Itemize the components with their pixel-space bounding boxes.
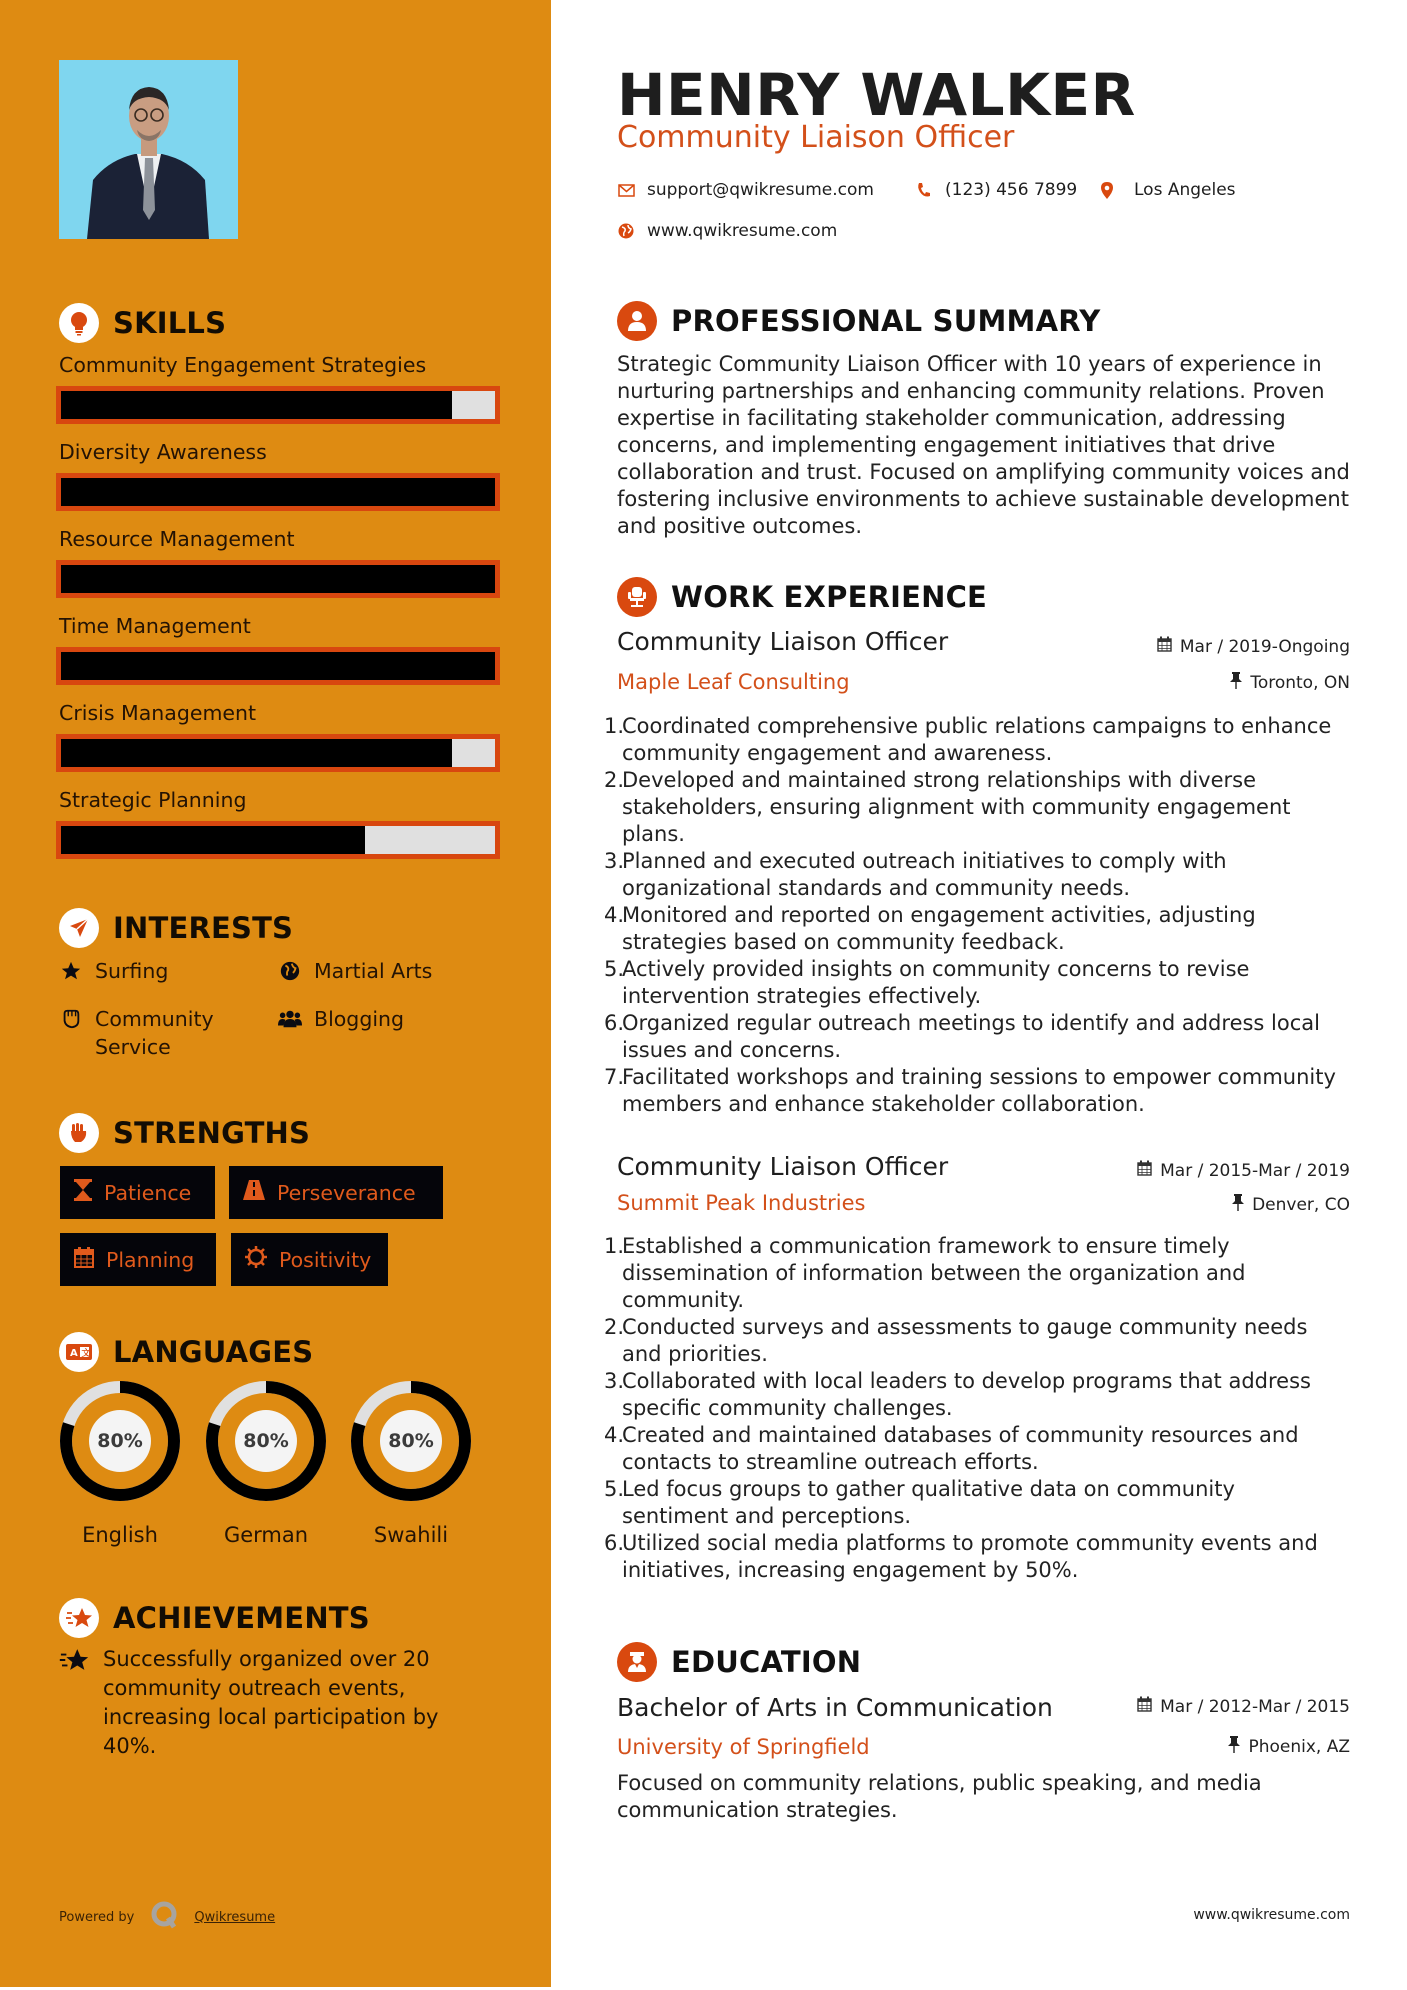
education-heading: EDUCATION bbox=[617, 1642, 861, 1682]
users-icon bbox=[278, 1005, 302, 1033]
skill-fill bbox=[61, 652, 495, 680]
summary-heading: PROFESSIONAL SUMMARY bbox=[617, 301, 1100, 341]
graduate-icon bbox=[617, 1642, 657, 1682]
job-dates: Mar / 2015-Mar / 2019 bbox=[1137, 1160, 1350, 1181]
skill-bar bbox=[56, 386, 500, 424]
star-icon bbox=[59, 957, 83, 985]
contact-email bbox=[617, 180, 874, 200]
qwikresume-logo-icon bbox=[150, 1900, 178, 1934]
bullet-item: 5. Led focus groups to gather qualitative data on community sentiment and perceptions. bbox=[604, 1477, 1235, 1528]
job-title: Community Liaison Officer bbox=[617, 627, 949, 656]
language-english: 80% English bbox=[58, 1379, 182, 1547]
strength-tag: Perseverance bbox=[229, 1166, 443, 1219]
bullet-item: 5. Actively provided insights on community concerns to revise intervention strategies effectively. bbox=[604, 957, 1250, 1008]
skill-label: Community Engagement Strategies bbox=[59, 353, 427, 377]
job-title: Community Liaison Officer bbox=[617, 1152, 949, 1181]
company-name: Maple Leaf Consulting bbox=[617, 670, 850, 694]
calendar-icon bbox=[1157, 636, 1172, 657]
pushpin-icon bbox=[1232, 1194, 1244, 1216]
hourglass-icon bbox=[74, 1179, 92, 1206]
progress-ring: 80% bbox=[204, 1379, 328, 1503]
education-location: Phoenix, AZ bbox=[1228, 1736, 1350, 1758]
paper-plane-icon bbox=[59, 908, 99, 948]
pushpin-icon bbox=[1228, 1736, 1240, 1758]
language-icon bbox=[59, 1332, 99, 1372]
shooting-star-icon bbox=[59, 1598, 99, 1638]
job-dates: Mar / 2019-Ongoing bbox=[1157, 636, 1350, 657]
bullet-item: 3. Planned and executed outreach initiatives to comply with organizational standards and community needs. bbox=[604, 849, 1227, 900]
pushpin-icon bbox=[1230, 672, 1242, 694]
interest-item: Community Service bbox=[59, 1005, 259, 1061]
raised-fist-icon bbox=[59, 1113, 99, 1153]
bullet-item: 1. Coordinated comprehensive public relations campaigns to enhance community engagement and awareness. bbox=[604, 714, 1332, 765]
experience-heading: WORK EXPERIENCE bbox=[617, 577, 987, 617]
skill-fill bbox=[61, 826, 365, 854]
strength-tag: Positivity bbox=[231, 1233, 388, 1286]
strength-tag: Patience bbox=[60, 1166, 215, 1219]
user-icon bbox=[617, 301, 657, 341]
job-location: Denver, CO bbox=[1232, 1194, 1350, 1216]
strength-tag: Planning bbox=[60, 1233, 216, 1286]
language-german: 80% German bbox=[204, 1379, 328, 1547]
svg-text:文: 文 bbox=[81, 1349, 91, 1359]
globe-icon bbox=[278, 957, 302, 985]
calendar-icon bbox=[74, 1246, 94, 1273]
skill-fill bbox=[61, 739, 452, 767]
phone-icon bbox=[915, 182, 933, 198]
phone-link[interactable]: (123) 456 7899 bbox=[945, 180, 1078, 200]
progress-ring: 80% bbox=[349, 1379, 473, 1503]
qwikresume-link[interactable]: Qwikresume bbox=[194, 1909, 276, 1925]
fist-icon bbox=[59, 1005, 83, 1033]
sidebar bbox=[0, 0, 551, 1987]
job-location: Toronto, ON bbox=[1230, 672, 1350, 694]
interest-item: Martial Arts bbox=[278, 957, 498, 985]
office-chair-icon bbox=[617, 577, 657, 617]
interest-item: Surfing bbox=[59, 957, 259, 985]
location-text: Los Angeles bbox=[1134, 180, 1236, 200]
job-bullets bbox=[604, 713, 1344, 1118]
languages-heading: A 文 LANGUAGES bbox=[59, 1332, 313, 1372]
skill-bar bbox=[56, 734, 500, 772]
globe-icon bbox=[617, 223, 635, 239]
calendar-icon bbox=[1137, 1160, 1152, 1181]
contact-phone bbox=[915, 180, 1077, 200]
lightbulb-icon bbox=[59, 303, 99, 343]
bullet-item: 1. Established a communication framework to ensure timely dissemination of information between the organization and community. bbox=[604, 1234, 1246, 1312]
candidate-title: Community Liaison Officer bbox=[617, 120, 1015, 155]
interests-heading: INTERESTS bbox=[59, 908, 293, 948]
footer-website[interactable]: www.qwikresume.com bbox=[1193, 1907, 1350, 1923]
bullet-item: 4. Monitored and reported on engagement activities, adjusting strategies based on community feedback. bbox=[604, 903, 1256, 954]
powered-by: Powered by Qwikresume bbox=[59, 1900, 275, 1934]
strengths-heading: STRENGTHS bbox=[59, 1113, 310, 1153]
bullet-item: 6. Organized regular outreach meetings to identify and address local issues and concerns. bbox=[604, 1011, 1320, 1062]
contact-website bbox=[617, 221, 837, 241]
skill-fill bbox=[61, 565, 495, 593]
school-name: University of Springfield bbox=[617, 1735, 870, 1759]
bullet-item: 2. Developed and maintained strong relationships with diverse stakeholders, ensuring alignment with community engagement plans. bbox=[604, 768, 1291, 846]
skill-bar bbox=[56, 560, 500, 598]
candidate-name: HENRY WALKER bbox=[617, 61, 1136, 129]
sun-icon bbox=[245, 1246, 267, 1273]
bullet-item: 7. Facilitated workshops and training sessions to empower community members and enhance stakeholder collaboration. bbox=[604, 1065, 1336, 1116]
bullet-item: 4. Created and maintained databases of community resources and contacts to streamline outreach efforts. bbox=[604, 1423, 1299, 1474]
skills-heading: SKILLS bbox=[59, 303, 226, 343]
shooting-star-icon bbox=[59, 1645, 89, 1761]
bullet-item: 3. Collaborated with local leaders to develop programs that address specific community challenges. bbox=[604, 1369, 1311, 1420]
skill-fill bbox=[61, 391, 452, 419]
envelope-icon bbox=[617, 184, 635, 197]
skill-bar bbox=[56, 473, 500, 511]
company-name: Summit Peak Industries bbox=[617, 1191, 866, 1215]
svg-text:A: A bbox=[70, 1348, 78, 1359]
degree-title: Bachelor of Arts in Communication bbox=[617, 1693, 1053, 1722]
main-content bbox=[551, 0, 1407, 1990]
interest-item: Blogging bbox=[278, 1005, 498, 1033]
achievements-heading: ACHIEVEMENTS bbox=[59, 1598, 370, 1638]
profile-photo bbox=[59, 60, 238, 239]
website-link[interactable]: www.qwikresume.com bbox=[647, 221, 838, 241]
education-description: Focused on community relations, public speaking, and media communication strategies. bbox=[617, 1771, 1262, 1822]
summary-text: Strategic Community Liaison Officer with 10 years of experience in nurturing partnerships and enhancing community relations. Proven expertise in facilitating stakeholder communication, addressing concerns, and implementing engagement initiatives that drive collaboration and trust. Focused on amplifying community voices and fostering inclusive environments to achieve sustainable development and positive outcomes. bbox=[617, 352, 1350, 538]
email-link[interactable]: support@qwikresume.com bbox=[647, 180, 874, 200]
skill-label: Crisis Management bbox=[59, 701, 257, 725]
skill-label: Strategic Planning bbox=[59, 788, 247, 812]
skill-fill bbox=[61, 478, 495, 506]
job-bullets bbox=[604, 1233, 1344, 1584]
person-photo-icon bbox=[59, 60, 238, 239]
language-swahili: 80% Swahili bbox=[349, 1379, 473, 1547]
skill-label: Resource Management bbox=[59, 527, 295, 551]
skill-label: Time Management bbox=[59, 614, 251, 638]
skill-label: Diversity Awareness bbox=[59, 440, 267, 464]
achievement-item: Successfully organized over 20 community outreach events, increasing local participation by 40%. bbox=[59, 1645, 489, 1761]
bullet-item: 2. Conducted surveys and assessments to gauge community needs and priorities. bbox=[604, 1315, 1308, 1366]
map-pin-icon bbox=[1098, 182, 1116, 199]
contact-location bbox=[1098, 180, 1236, 200]
skill-bar bbox=[56, 821, 500, 859]
education-dates: Mar / 2012-Mar / 2015 bbox=[1137, 1696, 1350, 1717]
road-icon bbox=[243, 1180, 265, 1205]
skill-bar bbox=[56, 647, 500, 685]
progress-ring: 80% bbox=[58, 1379, 182, 1503]
bullet-item: 6. Utilized social media platforms to promote community events and initiatives, increasing engagement by 50%. bbox=[604, 1531, 1318, 1582]
calendar-icon bbox=[1137, 1696, 1152, 1717]
